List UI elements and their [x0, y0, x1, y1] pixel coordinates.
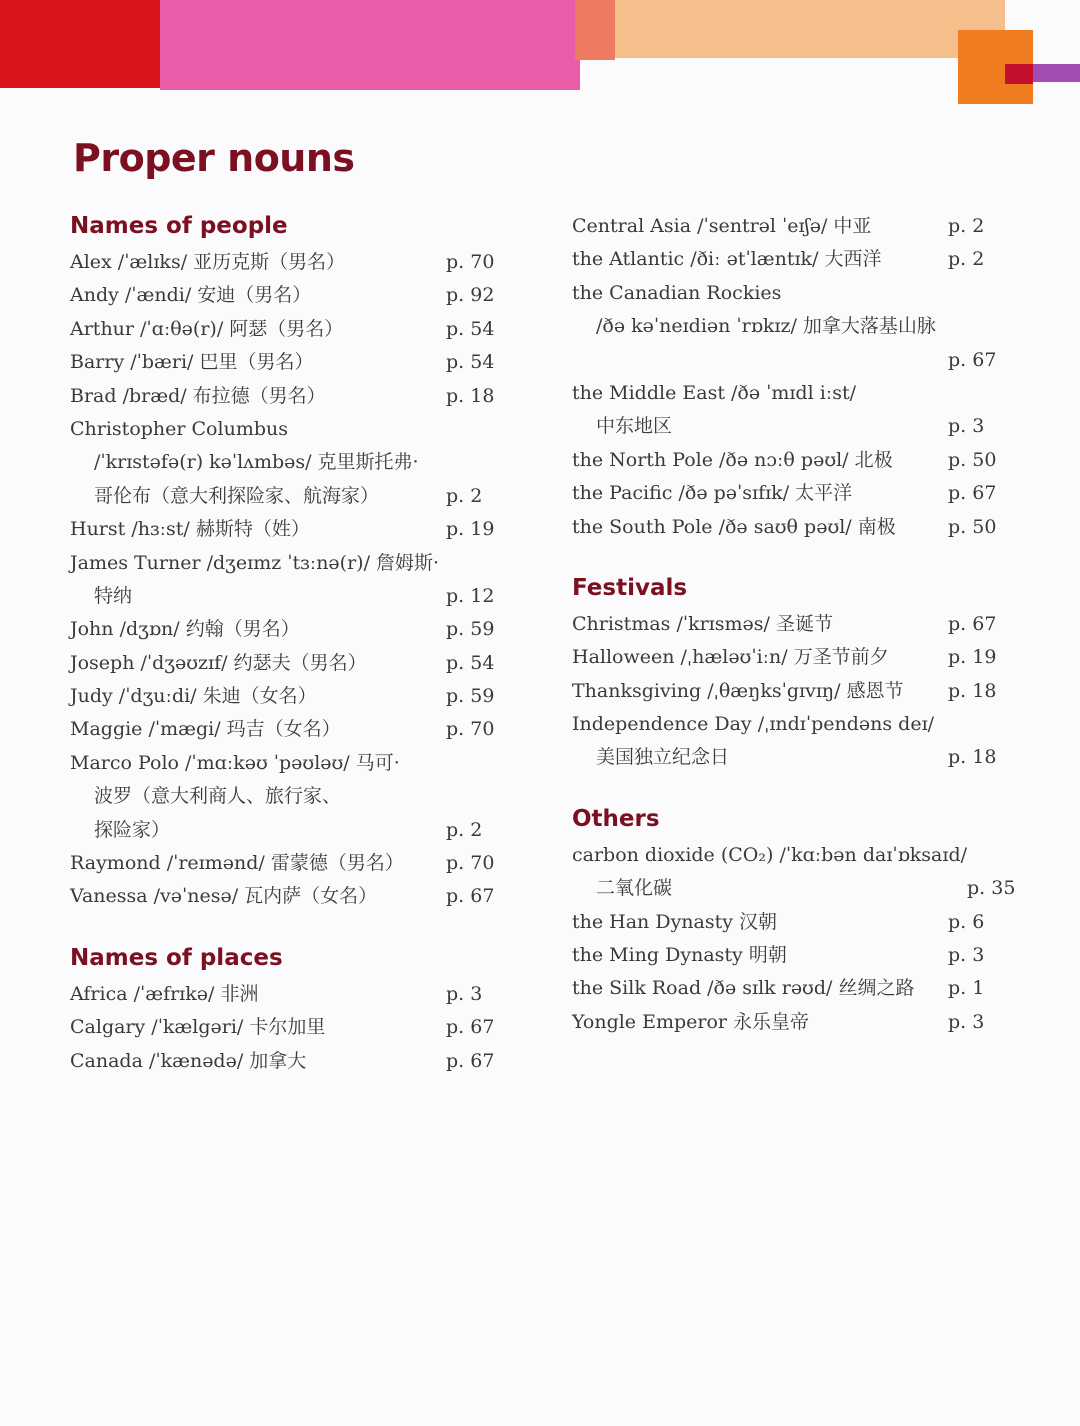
- entry-page-number: p. 2: [446, 484, 483, 507]
- entry-page-number: p. 3: [948, 415, 985, 438]
- index-entry: [572, 511, 1002, 544]
- entry-page-number: p. 67: [948, 348, 997, 371]
- index-entry: [70, 279, 500, 312]
- entry-page-number: p. 59: [446, 618, 495, 641]
- index-entry: [572, 608, 1002, 641]
- entry-term: the Silk Road /ðə sɪlk rəʊd/ 丝绸之路: [572, 977, 915, 1000]
- entry-continuation: 波罗（意大利商人、旅行家、: [94, 785, 342, 808]
- entry-text: [572, 377, 948, 444]
- entry-text: [572, 972, 948, 1005]
- entry-text: [70, 613, 446, 646]
- index-entry: [70, 1045, 500, 1078]
- entry-page-number: p. 67: [948, 612, 997, 635]
- banner-dark-red-block: [1005, 64, 1033, 84]
- index-entry: [70, 413, 500, 513]
- entry-term: Halloween /ˌhæləʊˈiːn/ 万圣节前夕: [572, 646, 889, 669]
- banner-purple-block: [1033, 64, 1080, 82]
- entry-term: Thanksgiving /ˌθæŋksˈgɪvɪŋ/ 感恩节: [572, 679, 904, 702]
- entry-text: [572, 939, 948, 972]
- section-names-of-places: [70, 938, 500, 1078]
- entry-text: [70, 346, 446, 379]
- index-entry: [572, 277, 1002, 377]
- entry-text: [70, 513, 446, 546]
- entry-page-number: p. 50: [948, 515, 997, 538]
- index-entry: [70, 713, 500, 746]
- right-column: [572, 210, 1016, 1063]
- entry-continuation: 二氧化碳: [596, 877, 673, 900]
- entry-term: Barry /ˈbæri/ 巴里（男名）: [70, 351, 314, 374]
- entry-text: [572, 243, 948, 276]
- entry-text: [70, 313, 446, 346]
- entry-page-number: p. 2: [446, 818, 483, 841]
- entry-term: Vanessa /vəˈnesə/ 瓦内萨（女名）: [70, 885, 378, 908]
- entry-term: Raymond /ˈreɪmənd/ 雷蒙德（男名）: [70, 852, 404, 875]
- entry-page-number: p. 50: [948, 448, 997, 471]
- entry-page-number: p. 67: [948, 482, 997, 505]
- index-entry: [70, 547, 500, 614]
- entry-term: Yongle Emperor 永乐皇帝: [572, 1010, 810, 1033]
- entry-text: [70, 647, 446, 680]
- entry-term: carbon dioxide (CO₂) /ˈkɑːbən daɪˈɒksaɪd/: [572, 843, 968, 866]
- entry-continuation: /ðə kəˈneɪdiən ˈrɒkɪz/ 加拿大落基山脉: [596, 315, 936, 338]
- entry-term: James Turner /dʒeɪmz ˈtɜːnə(r)/ 詹姆斯·: [70, 551, 440, 574]
- entry-text: [70, 413, 446, 513]
- index-entry: [70, 647, 500, 680]
- index-entry: [572, 708, 1002, 775]
- entry-term: Christopher Columbus: [70, 417, 288, 440]
- entry-page-number: p. 3: [446, 982, 483, 1005]
- entry-text: [70, 1011, 446, 1044]
- entry-page-number: p. 19: [948, 646, 997, 669]
- entry-page-number: p. 12: [446, 584, 495, 607]
- index-entry: [572, 477, 1002, 510]
- entry-page-number: p. 59: [446, 685, 495, 708]
- banner-coral-block: [575, 0, 615, 60]
- entry-page-number: p. 19: [446, 518, 495, 541]
- index-entry: [572, 972, 1002, 1005]
- entry-text: [572, 511, 948, 544]
- entry-term: the South Pole /ðə saʊθ pəʊl/ 南极: [572, 515, 896, 538]
- entry-text: [572, 708, 948, 775]
- entry-term: the Middle East /ðə ˈmɪdl iːst/: [572, 381, 856, 404]
- page-title: Proper nouns: [73, 136, 355, 180]
- entry-continuation: 特纳: [94, 584, 133, 607]
- entry-text: [572, 277, 948, 377]
- index-entry: [70, 747, 500, 847]
- entry-page-number: p. 67: [446, 885, 495, 908]
- section-title: Names of people: [70, 213, 288, 239]
- entry-text: [70, 547, 446, 614]
- entry-term: John /dʒɒn/ 约翰（男名）: [70, 618, 300, 641]
- index-entry: [70, 246, 500, 279]
- index-entry: [70, 346, 500, 379]
- entry-page-number: p. 54: [446, 651, 495, 674]
- section-names-of-places-continued: [572, 210, 1002, 544]
- index-entry: [572, 641, 1002, 674]
- entry-text: [572, 210, 948, 243]
- index-entry: [572, 1006, 1002, 1039]
- entry-term: the Canadian Rockies: [572, 281, 782, 304]
- entry-text: [70, 978, 446, 1011]
- index-entry: [572, 675, 1002, 708]
- entry-term: Maggie /ˈmægi/ 玛吉（女名）: [70, 718, 341, 741]
- entry-text: [70, 713, 446, 746]
- entry-term: Brad /bræd/ 布拉德（男名）: [70, 384, 326, 407]
- entry-term: Central Asia /ˈsentrəl ˈeɪʃə/ 中亚: [572, 215, 872, 237]
- entry-text: [572, 608, 948, 641]
- entry-term: the Ming Dynasty 明朝: [572, 944, 787, 967]
- section-title: Others: [572, 805, 660, 832]
- entry-page-number: p. 54: [446, 317, 495, 340]
- entry-page-number: p. 2: [948, 215, 985, 237]
- entry-text: [70, 747, 446, 847]
- entry-page-number: p. 2: [948, 248, 985, 271]
- entry-page-number: p. 54: [446, 351, 495, 374]
- section-names-of-people: [70, 206, 500, 914]
- entry-term: the Atlantic /ðiː ətˈlæntɪk/ 大西洋: [572, 248, 882, 271]
- entry-text: [70, 279, 446, 312]
- section-others: [572, 799, 1016, 1039]
- entry-page-number: p. 70: [446, 718, 495, 741]
- entry-continuation: 哥伦布（意大利探险家、航海家）: [94, 484, 380, 507]
- index-entry: [70, 847, 500, 880]
- entry-page-number: p. 18: [948, 746, 997, 769]
- index-entry: [572, 377, 1002, 444]
- entry-continuation: 探险家）: [94, 818, 171, 841]
- index-entry: [572, 243, 1002, 276]
- entry-term: the Pacific /ðə pəˈsɪfɪk/ 太平洋: [572, 482, 853, 505]
- entry-term: Andy /ˈændi/ 安迪（男名）: [70, 284, 312, 307]
- index-entry: [572, 939, 1002, 972]
- entry-text: [572, 444, 948, 477]
- index-entry: [70, 513, 500, 546]
- entry-page-number: p. 3: [948, 944, 985, 967]
- index-entry: [572, 906, 1002, 939]
- entry-text: [70, 380, 446, 413]
- entry-text: [572, 1006, 948, 1039]
- index-entry: [70, 1011, 500, 1044]
- index-entry: [70, 380, 500, 413]
- entry-text: [70, 680, 446, 713]
- entry-text: [572, 641, 948, 674]
- entry-term: Hurst /hɜːst/ 赫斯特（姓）: [70, 518, 310, 541]
- index-entry: [572, 444, 1002, 477]
- entry-term: Calgary /ˈkælgəri/ 卡尔加里: [70, 1016, 326, 1039]
- index-entry: [70, 613, 500, 646]
- entry-page-number: p. 18: [948, 679, 997, 702]
- entry-term: Canada /ˈkænədə/ 加拿大: [70, 1049, 307, 1072]
- banner-pink-block: [160, 0, 580, 90]
- section-festivals: [572, 568, 1002, 775]
- index-entry: [572, 839, 1016, 906]
- entry-page-number: p. 92: [446, 284, 495, 307]
- section-title: Festivals: [572, 574, 688, 601]
- banner-peach-block: [615, 0, 1005, 58]
- entry-continuation: 中东地区: [596, 415, 673, 438]
- entry-term: the North Pole /ðə nɔːθ pəʊl/ 北极: [572, 448, 893, 471]
- entry-page-number: p. 67: [446, 1049, 495, 1072]
- decorative-banner: [0, 0, 1080, 110]
- entry-term: Marco Polo /ˈmɑːkəʊ ˈpəʊləʊ/ 马可·: [70, 751, 400, 774]
- entry-page-number: p. 67: [446, 1016, 495, 1039]
- entry-text: [572, 906, 948, 939]
- entry-text: [70, 1045, 446, 1078]
- entry-term: Joseph /ˈdʒəʊzɪf/ 约瑟夫（男名）: [70, 651, 367, 674]
- entry-text: [70, 847, 446, 880]
- entry-text: [70, 246, 446, 279]
- index-entry: [70, 978, 500, 1011]
- entry-text: [572, 675, 948, 708]
- entry-term: Arthur /ˈɑːθə(r)/ 阿瑟（男名）: [70, 317, 344, 340]
- entry-term: the Han Dynasty 汉朝: [572, 910, 778, 933]
- entry-continuation: [572, 344, 948, 377]
- entry-term: Alex /ˈælɪks/ 亚历克斯（男名）: [70, 251, 346, 273]
- entry-continuation: 美国独立纪念日: [596, 746, 730, 769]
- entry-term: Christmas /ˈkrɪsməs/ 圣诞节: [572, 612, 833, 635]
- index-entry: [572, 210, 1002, 243]
- entry-page-number: p. 70: [446, 251, 495, 273]
- entry-term: Independence Day /ˌɪndɪˈpendəns deɪ/: [572, 713, 935, 736]
- index-entry: [70, 313, 500, 346]
- entry-continuation: /ˈkrɪstəfə(r) kəˈlʌmbəs/ 克里斯托弗·: [94, 451, 419, 474]
- entry-text: [70, 880, 446, 913]
- entry-term: Africa /ˈæfrɪkə/ 非洲: [70, 982, 259, 1005]
- entry-page-number: p. 18: [446, 384, 495, 407]
- entry-term: Judy /ˈdʒuːdi/ 朱迪（女名）: [70, 685, 317, 708]
- entry-page-number: p. 3: [948, 1010, 985, 1033]
- section-title: Names of places: [70, 944, 283, 971]
- index-entry: [70, 680, 500, 713]
- entry-page-number: p. 6: [948, 910, 985, 933]
- index-entry: [70, 880, 500, 913]
- entry-text: [572, 839, 967, 906]
- entry-page-number: p. 1: [948, 977, 985, 1000]
- entry-page-number: p. 35: [967, 877, 1016, 900]
- entry-text: [572, 477, 948, 510]
- left-column: [70, 206, 500, 1102]
- entry-page-number: p. 70: [446, 852, 495, 875]
